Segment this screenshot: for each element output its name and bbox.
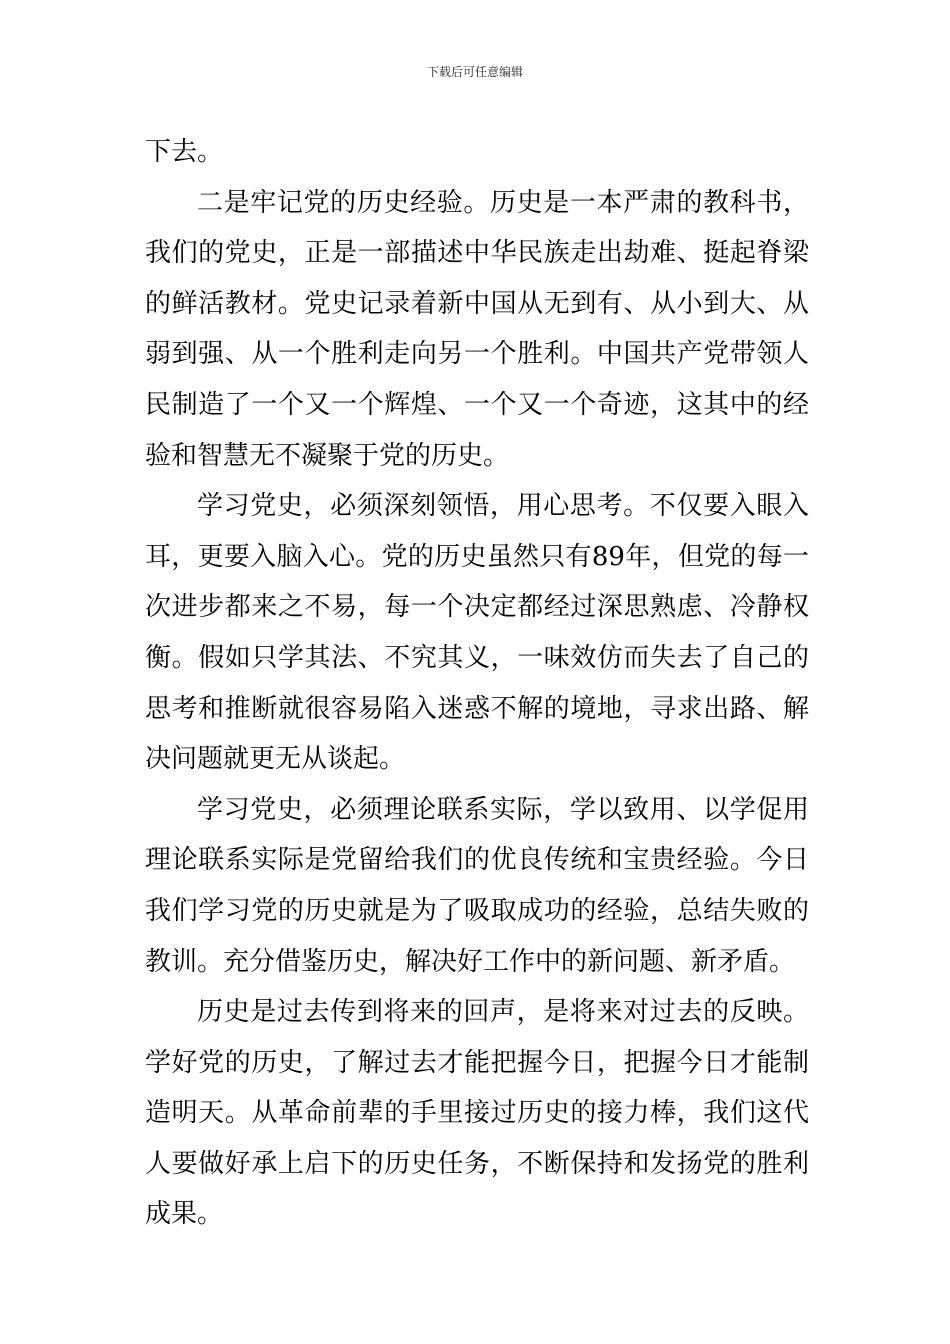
paragraph-theory-practice: 学习党史，必须理论联系实际，学以致用、以学促用理论联系实际是党留给我们的优良传统和宝贵经验。今日我们学习党的历史就是为了吸取成功的经验，总结失败的教训。充分借鉴历史，解决好工作中的新问题、新矛盾。 [145,794,809,977]
page-header: 下载后可任意编辑 [426,65,523,79]
paragraph-history-experience: 二是牢记党的历史经验。历史是一本严肃的教科书，我们的党史，正是一部描述中华民族走出劫难、挺起脊梁的鲜活教材。党史记录着新中国从无到有、从小到大、从弱到强、从一个胜利走向另一个胜利。中国共产党带领人民制造了一个又一个辉煌、一个又一个奇迹，这其中的经验和智慧无不凝聚于党的历史。 [145,187,809,471]
document-body [145,127,809,1240]
paragraph-continuation: 下去。 [145,137,224,167]
paragraph-deep-thinking: 学习党史，必须深刻领悟，用心思考。不仅要入眼入耳，更要入脑入心。党的历史虽然只有89年，但党的每一次进步都来之不易，每一个决定都经过深思熟虑、冷静权衡。假如只学其法、不究其义，一味效仿而失去了自己的思考和推断就很容易陷入迷惑不解的境地，寻求出路、解决问题就更无从谈起。 [145,491,809,775]
paragraph-conclusion: 历史是过去传到将来的回声，是将来对过去的反映。学好党的历史，了解过去才能把握今日，把握今日才能制造明天。从革命前辈的手里接过历史的接力棒，我们这代人要做好承上启下的历史任务，不断保持和发扬党的胜利成果。 [145,997,809,1230]
